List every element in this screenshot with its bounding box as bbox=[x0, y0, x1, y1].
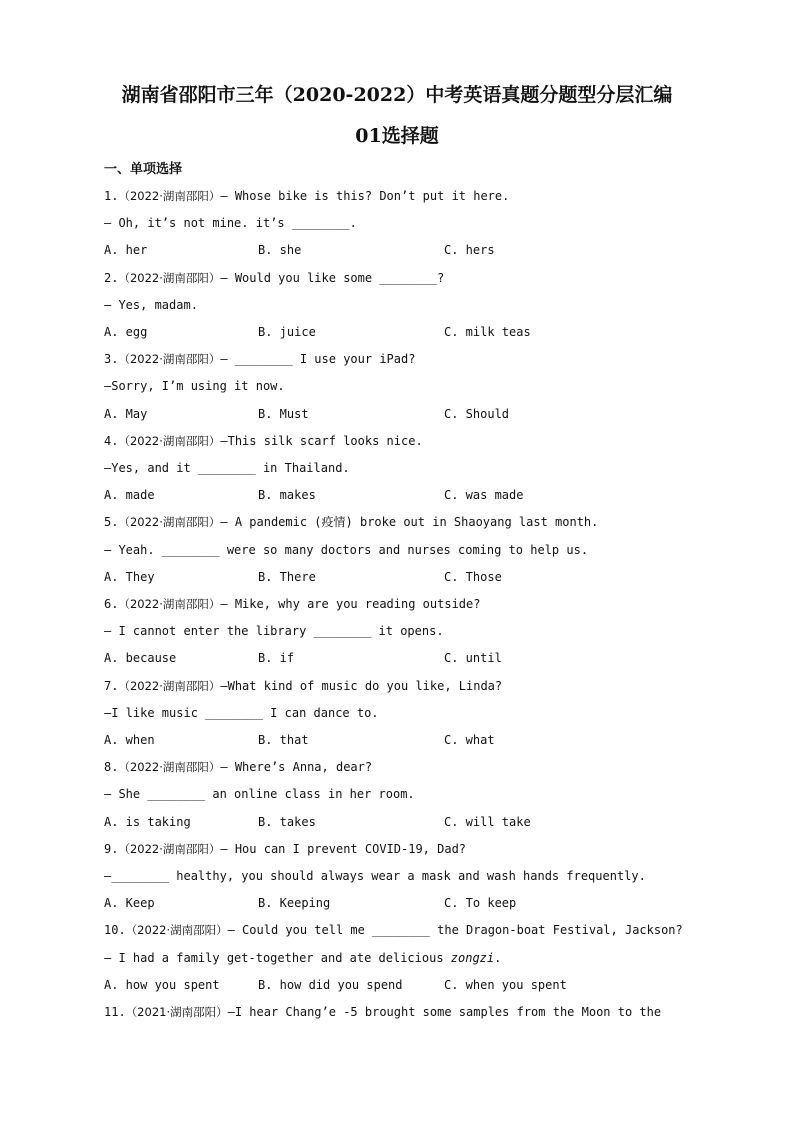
question-text: —What kind of music do you like, Linda? bbox=[220, 678, 503, 693]
answer-line bbox=[104, 622, 444, 640]
option-b: B. juice bbox=[258, 325, 316, 339]
option-c: C. when you spent bbox=[444, 977, 567, 992]
option-c: C. until bbox=[444, 651, 502, 666]
question-source: （2022·湖南邵阳） bbox=[118, 760, 221, 775]
answer-line bbox=[104, 541, 588, 559]
option-c: C. Should bbox=[444, 406, 510, 421]
option-a: A. May bbox=[104, 406, 148, 421]
option-c: C. what bbox=[444, 733, 495, 747]
option-b: B. that bbox=[258, 733, 309, 747]
question-text: —This silk scarf looks nice. bbox=[220, 433, 423, 448]
question-source: （2022·湖南邵阳） bbox=[118, 270, 221, 285]
option-a: A. because bbox=[104, 651, 177, 666]
question-number: 3. bbox=[104, 352, 119, 367]
question-number: 5. bbox=[104, 515, 119, 530]
question-line bbox=[104, 350, 415, 368]
question-source: （2022·湖南邵阳） bbox=[118, 433, 221, 448]
question-number: 4. bbox=[104, 433, 119, 448]
option-a: A. her bbox=[104, 243, 148, 258]
question-source: （2021·湖南邵阳） bbox=[125, 1005, 228, 1019]
question-number: 1. bbox=[104, 189, 119, 203]
question-source: （2022·湖南邵阳） bbox=[125, 923, 228, 938]
option-b: B. how did you spend bbox=[258, 977, 403, 992]
answer-line bbox=[104, 377, 285, 395]
question-line bbox=[104, 187, 509, 205]
question-line bbox=[104, 677, 502, 695]
answer-line bbox=[104, 949, 501, 967]
option-a: A. made bbox=[104, 488, 155, 503]
option-a: A. They bbox=[104, 569, 155, 584]
question-line bbox=[104, 432, 423, 450]
option-a: A. is taking bbox=[104, 814, 191, 829]
question-text: — Where’s Anna, dear? bbox=[220, 760, 373, 775]
option-b: B. takes bbox=[258, 814, 316, 829]
question-text: — A pandemic (疫情) broke out in Shaoyang last month. bbox=[220, 515, 599, 530]
question-source: （2022·湖南邵阳） bbox=[118, 597, 221, 611]
question-number: 9. bbox=[104, 841, 119, 856]
answer-text: — I cannot enter the library ________ it opens. bbox=[104, 624, 444, 639]
question-line bbox=[104, 513, 598, 531]
question-source: （2022·湖南邵阳） bbox=[118, 352, 221, 367]
option-b: B. Keeping bbox=[258, 896, 331, 911]
answer-text: —Yes, and it ________ in Thailand. bbox=[104, 461, 350, 475]
question-line bbox=[104, 269, 444, 287]
question-text: — Would you like some ________? bbox=[220, 270, 445, 285]
question-number: 7. bbox=[104, 678, 119, 693]
option-c: C. Those bbox=[444, 569, 502, 584]
question-line bbox=[104, 1003, 661, 1021]
option-b: B. makes bbox=[258, 488, 316, 503]
document-title: 湖南省邵阳市三年（2020-2022）中考英语真题分题型分层汇编 bbox=[121, 84, 673, 106]
answer-italic-word: zongzi bbox=[450, 950, 495, 965]
question-source: （2022·湖南邵阳） bbox=[118, 841, 221, 856]
answer-text: — Yeah. ________ were so many doctors and nurses coming to help us. bbox=[104, 542, 589, 557]
question-line bbox=[104, 758, 372, 776]
option-b: B. she bbox=[258, 243, 302, 258]
option-a: A. how you spent bbox=[104, 977, 220, 992]
option-b: B. if bbox=[258, 651, 295, 666]
option-a: A. egg bbox=[104, 325, 148, 339]
answer-line bbox=[104, 704, 379, 722]
answer-text: — Yes, madam. bbox=[104, 297, 198, 312]
answer-line bbox=[104, 459, 350, 477]
document-subtitle: 01选择题 bbox=[355, 125, 439, 147]
question-number: 8. bbox=[104, 760, 119, 775]
question-text: — Whose bike is this? Don’t put it here. bbox=[220, 189, 510, 203]
question-line bbox=[104, 595, 480, 613]
question-source: （2022·湖南邵阳） bbox=[118, 189, 221, 203]
answer-text: — I had a family get-together and ate delicious bbox=[104, 950, 451, 965]
option-c: C. milk teas bbox=[444, 325, 531, 339]
question-text: —I hear Chang’e -5 brought some samples from the Moon to the bbox=[227, 1005, 662, 1019]
question-line bbox=[104, 921, 683, 939]
question-source: （2022·湖南邵阳） bbox=[118, 515, 221, 530]
answer-line bbox=[104, 296, 198, 314]
question-text: — Hou can I prevent COVID-19, Dad? bbox=[220, 841, 467, 856]
answer-text: — She ________ an online class in her room. bbox=[104, 787, 415, 802]
option-b: B. Must bbox=[258, 406, 309, 421]
option-a: A. Keep bbox=[104, 896, 155, 911]
option-c: C. To keep bbox=[444, 896, 517, 911]
answer-text: —Sorry, I’m using it now. bbox=[104, 379, 285, 394]
answer-line bbox=[104, 214, 357, 232]
answer-line bbox=[104, 867, 646, 885]
answer-text: — Oh, it’s not mine. it’s ________. bbox=[104, 216, 357, 231]
question-text: — Could you tell me ________ the Dragon-boat Festival, Jackson? bbox=[227, 923, 683, 938]
option-b: B. There bbox=[258, 569, 316, 584]
answer-text: —________ healthy, you should always wear a mask and wash hands frequently. bbox=[104, 869, 646, 883]
answer-line bbox=[104, 785, 415, 803]
question-text: — ________ I use your iPad? bbox=[220, 352, 416, 367]
question-number: 6. bbox=[104, 597, 119, 611]
question-number: 2. bbox=[104, 270, 119, 285]
section-heading: 一、单项选择 bbox=[104, 162, 183, 177]
question-number: 10. bbox=[104, 923, 126, 938]
question-line bbox=[104, 840, 466, 858]
question-number: 11. bbox=[104, 1005, 126, 1019]
option-c: C. will take bbox=[444, 814, 531, 829]
answer-end: . bbox=[494, 950, 502, 965]
option-c: C. was made bbox=[444, 488, 524, 503]
question-text: — Mike, why are you reading outside? bbox=[220, 597, 481, 611]
option-a: A. when bbox=[104, 733, 155, 747]
answer-text: —I like music ________ I can dance to. bbox=[104, 705, 379, 720]
option-c: C. hers bbox=[444, 243, 495, 258]
question-source: （2022·湖南邵阳） bbox=[118, 678, 221, 693]
